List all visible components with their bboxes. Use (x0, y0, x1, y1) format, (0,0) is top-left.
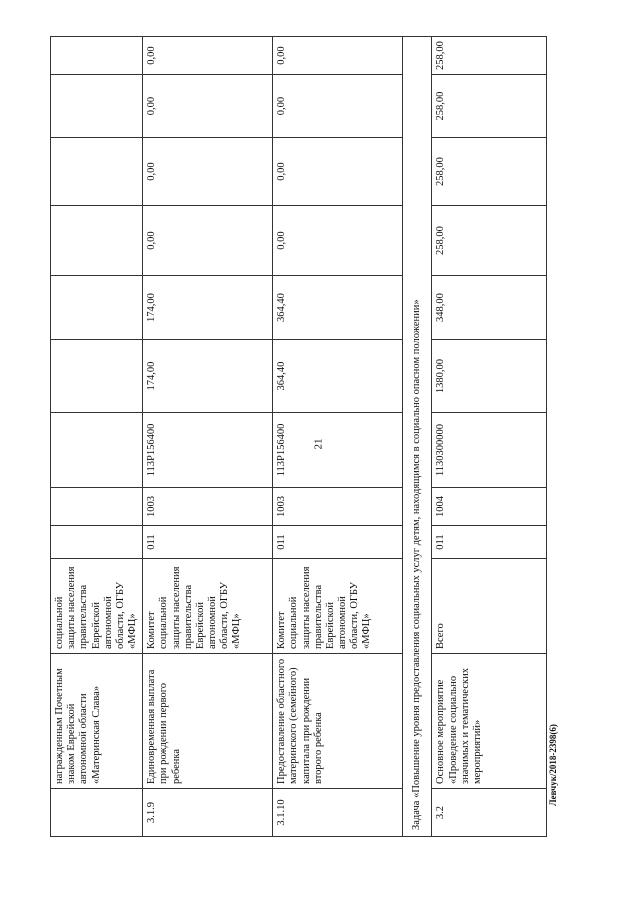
cell-2019: 174,00 (143, 276, 273, 340)
cell-2019 (51, 276, 143, 340)
cell-number: 3.2 (432, 789, 547, 837)
cell-rz: 1004 (432, 488, 547, 526)
cell-executor: Комитет социальной защиты населения правительства Еврейской автономной области, ОГБУ «МФЦ» (273, 559, 403, 654)
cell-number: 3.1.9 (143, 789, 273, 837)
cell-executor: социальной защиты населения правительства Еврейской автономной области, ОГБУ «МФЦ» (51, 559, 143, 654)
cell-name: Единовременная выплата при рождении первого ребенка (143, 654, 273, 789)
cell-rz (51, 488, 143, 526)
cell-total (51, 340, 143, 413)
cell-2021 (51, 138, 143, 206)
cell-2022: 0,00 (273, 75, 403, 138)
cell-name: награжденным Почетным знаком Еврейской автономной области «Материнская Слава» (51, 654, 143, 789)
cell-rz: 1003 (143, 488, 273, 526)
cell-number: 3.1.10 (273, 789, 403, 837)
cell-2021: 258,00 (432, 138, 547, 206)
cell-2019: 348,00 (432, 276, 547, 340)
cell-grbs: 011 (432, 526, 547, 559)
cell-csr (51, 413, 143, 488)
cell-2020: 258,00 (432, 206, 547, 276)
task-heading-row (403, 37, 432, 837)
cell-grbs: 011 (273, 526, 403, 559)
cell-number (51, 789, 143, 837)
document-code: Левчук/2018-2398(6) (548, 724, 558, 806)
cell-2021: 0,00 (143, 138, 273, 206)
cell-total: 1380,00 (432, 340, 547, 413)
cell-2020 (51, 206, 143, 276)
cell-2022 (51, 75, 143, 138)
cell-grbs: 011 (143, 526, 273, 559)
cell-2022: 258,00 (432, 75, 547, 138)
page-number: 21 (312, 438, 325, 450)
cell-rz: 1003 (273, 488, 403, 526)
table-row (273, 37, 403, 837)
cell-2023: 0,00 (273, 37, 403, 75)
cell-executor: Всего (432, 559, 547, 654)
cell-2023: 258,00 (432, 37, 547, 75)
cell-csr: 113Р156400 (143, 413, 273, 488)
cell-2020: 0,00 (143, 206, 273, 276)
table-row (432, 37, 547, 837)
cell-total: 364,40 (273, 340, 403, 413)
table-row (51, 37, 143, 837)
budget-table (50, 36, 547, 837)
cell-name: Основное мероприятие «Проведение социально значимых и тематических мероприятий» (432, 654, 547, 789)
cell-executor: Комитет социальной защиты населения правительства Еврейской автономной области, ОГБУ «МФЦ» (143, 559, 273, 654)
cell-2023 (51, 37, 143, 75)
task-heading: Задача «Повышение уровня предоставления социальных услуг детям, находящимся в социально опасном положении» (403, 37, 432, 837)
cell-name: Предоставление областного материнского (семейного) капитала при рождении второго ребенка (273, 654, 403, 789)
cell-grbs (51, 526, 143, 559)
cell-total: 174,00 (143, 340, 273, 413)
cell-2023: 0,00 (143, 37, 273, 75)
cell-csr: 1130300000 (432, 413, 547, 488)
cell-2019: 364,40 (273, 276, 403, 340)
cell-2020: 0,00 (273, 206, 403, 276)
rotated-table-container (50, 37, 535, 837)
cell-2021: 0,00 (273, 138, 403, 206)
cell-csr: 113Р156400 (273, 413, 403, 488)
cell-2022: 0,00 (143, 75, 273, 138)
table-row (143, 37, 273, 837)
